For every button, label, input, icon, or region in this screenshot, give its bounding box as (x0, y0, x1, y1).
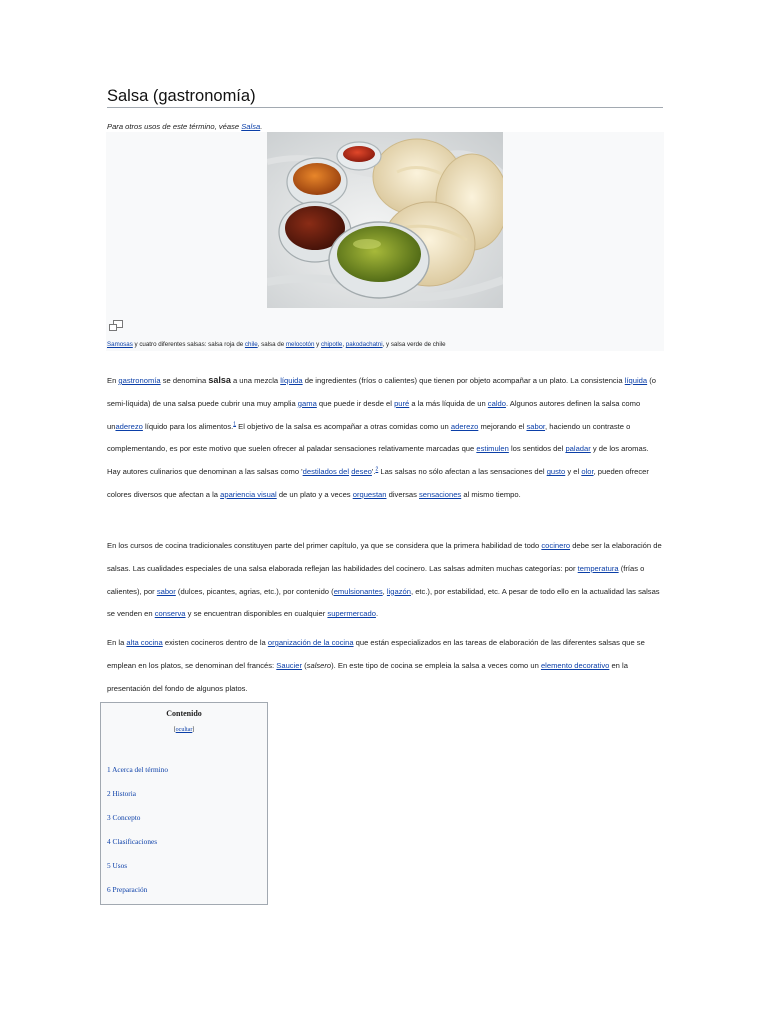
text-run: al mismo tiempo. (461, 489, 521, 499)
text-run: y de los aromas. Hay autores culinarios que denominan a las salsas como ' (107, 444, 649, 477)
article-link[interactable]: sabor (156, 586, 176, 596)
reference-link[interactable]: 1 (233, 421, 237, 428)
article-link[interactable]: paladar (565, 444, 591, 454)
toc-toggle-close: ] (192, 727, 195, 733)
text-run: En (107, 376, 119, 385)
article-link[interactable]: sensaciones (419, 489, 462, 499)
article-link[interactable]: gama (297, 398, 317, 408)
article-link[interactable]: elemento decorativo (540, 660, 610, 670)
article-link[interactable]: orquestan (352, 489, 387, 499)
article-link[interactable]: cocinero (541, 541, 571, 550)
hatnote (107, 122, 262, 131)
text-run: , salsa de (257, 341, 286, 348)
page-title: Salsa (gastronomía) (107, 86, 663, 108)
article-link[interactable]: pakodachatni (345, 341, 383, 348)
article-link[interactable]: conserva (154, 609, 186, 619)
article-link[interactable]: gastronomía (118, 376, 161, 385)
text-run: existen cocineros dentro de la (162, 638, 268, 647)
article-link[interactable]: temperatura (577, 563, 619, 573)
toc-item[interactable]: 3 Concepto (107, 813, 141, 822)
text-run: Las salsas no sólo afectan a las sensaciones del (378, 467, 547, 477)
article-link[interactable]: líquida (280, 376, 303, 385)
text-run: , (342, 341, 346, 348)
enlarge-icon[interactable] (109, 318, 123, 336)
text-run: de ingredientes (fríos o calientes) que tienen por objeto acompañar a un plato. La consistencia (302, 376, 625, 385)
hatnote-text: Para otros usos de este término, véase (107, 122, 242, 131)
toc-item[interactable]: 5 Usos (107, 861, 128, 870)
table-of-contents (100, 702, 268, 905)
figure-thumbnail (106, 132, 664, 351)
text-run: . Algunos autores definen la salsa como un (107, 398, 641, 431)
article-link[interactable]: olor (581, 467, 594, 477)
paragraph-3 (107, 632, 663, 700)
article-link[interactable]: emulsionantes (333, 586, 383, 596)
text-run: (frías o calientes), por (107, 563, 645, 596)
italic-text: salsero (306, 660, 332, 670)
article-link[interactable]: ligazón (386, 586, 411, 596)
paragraph-2 (107, 535, 663, 626)
text-run: que puede ir desde el (316, 398, 395, 408)
text-run: que están especializados en las tareas de elaboración de las diferentes salsas que se emplean en los platos, se denominan del francés: (107, 638, 645, 670)
text-run: los sentidos del (508, 444, 566, 454)
article-link[interactable]: caldo (487, 398, 506, 408)
text-run: , y salsa verde de chile (382, 341, 446, 348)
toc-item[interactable]: 4 Clasificaciones (107, 837, 158, 846)
text-run: (dulces, picantes, agrias, etc.), por contenido ( (175, 586, 334, 596)
text-run: mejorando el (478, 421, 527, 431)
text-run: debe ser la elaboración de salsas. Las cualidades especiales de una salsa elaborada reflejan las habilidades del cocinero. Las salsas admiten muchas categorías: por (107, 541, 662, 573)
text-run: y (314, 341, 321, 348)
article-link[interactable]: apariencia visual (220, 489, 277, 499)
article-link[interactable]: organización de la cocina (267, 638, 354, 647)
text-run: '. (371, 467, 376, 477)
text-run: a una mezcla (230, 376, 281, 385)
text-run: , (382, 586, 387, 596)
text-run: y el (565, 467, 582, 477)
text-run: El objetivo de la salsa es acompañar a otras comidas como un (236, 421, 451, 431)
toc-item[interactable]: 1 Acerca del término (107, 765, 168, 774)
article-link[interactable]: puré (394, 398, 410, 408)
hatnote-link[interactable]: Salsa (241, 122, 261, 131)
article-link[interactable]: melocotón (285, 341, 315, 348)
toc-list (107, 765, 168, 909)
text-run: (o semi-líquida) de una salsa puede cubrir una muy amplia (107, 376, 656, 408)
text-run: . (375, 609, 379, 619)
text-run: en la presentación del fondo de algunos platos. (107, 660, 628, 693)
text-run: , haciendo un contraste o complementando, es por este motivo que suelen ofrecer al paladar sensaciones relativamente marcadas que (107, 421, 631, 454)
article-link[interactable]: Saucier (276, 660, 303, 670)
figure-caption (107, 341, 446, 348)
article-link[interactable]: Samosas (107, 341, 133, 348)
text-run: diversas (386, 489, 419, 499)
text-run: En la (107, 638, 127, 647)
text-run: de un plato y a veces (276, 489, 353, 499)
toc-item[interactable]: 6 Preparación (107, 885, 148, 894)
toc-toggle (101, 727, 267, 733)
text-run: , etc.), por estabilidad, etc. A pesar de todo ello en la actualidad las salsas se venden en (107, 586, 660, 619)
article-link[interactable]: líquida (624, 376, 648, 385)
text-run: ). En este tipo de cocina se empleia la salsa a veces como un (331, 660, 541, 670)
text-run: a la más líquida de un (409, 398, 488, 408)
article-link[interactable]: estimulen (476, 444, 509, 454)
salsas-photo[interactable] (267, 132, 503, 308)
article-link[interactable]: supermercado (327, 609, 376, 619)
article-link[interactable]: aderezo (115, 421, 143, 431)
article-link[interactable]: gusto (546, 467, 566, 477)
article-link[interactable]: destilados del (302, 467, 350, 477)
reference-link[interactable]: 2 (375, 466, 379, 473)
bold-term: salsa (208, 375, 231, 385)
text-run: y se encuentran disponibles en cualquier (185, 609, 328, 619)
article-link[interactable]: sabor (526, 421, 546, 431)
article-link[interactable]: aderezo (450, 421, 479, 431)
hatnote-suffix: . (260, 122, 263, 131)
paragraph-1 (107, 369, 663, 507)
text-run: En los cursos de cocina tradicionales constituyen parte del primer capítulo, ya que se considera que la primera habilidad de todo (107, 541, 542, 550)
article-link[interactable]: chile (244, 341, 258, 348)
article-link[interactable]: chipotle (320, 341, 343, 348)
text-run: ( (302, 660, 307, 670)
article-link[interactable]: deseo (351, 467, 372, 477)
text-run: líquido para los alimentos. (142, 421, 234, 431)
text-run: y cuatro diferentes salsas: salsa roja de (132, 341, 245, 348)
text-run: se denomina (160, 376, 209, 385)
toc-item[interactable]: 2 Historia (107, 789, 136, 798)
toc-toggle-link[interactable]: ocultar (175, 727, 193, 733)
toc-title: Contenido (166, 709, 202, 718)
text-run: , pueden ofrecer colores diversos que afectan a la (107, 467, 649, 499)
toc-toggle-open: [ (173, 727, 176, 733)
article-link[interactable]: alta cocina (126, 638, 163, 647)
